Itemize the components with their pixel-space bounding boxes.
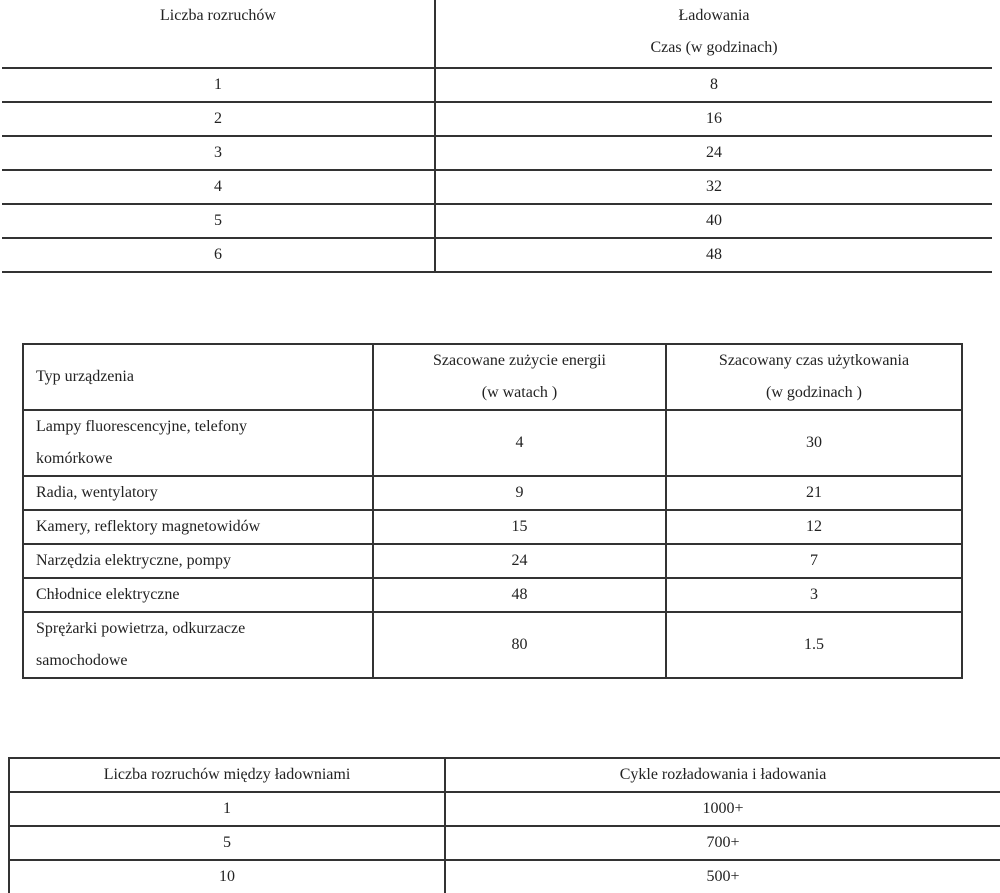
cell-hours: 1.5 — [666, 612, 962, 678]
table-header-row — [9, 758, 1000, 792]
charging-time-table — [2, 0, 992, 273]
table-row — [2, 238, 992, 272]
header-starts-between-charges: Liczba rozruchów między ładowniami — [9, 758, 445, 792]
cell-device-type: Lampy fluorescencyjne, telefony komórkowe — [23, 410, 373, 476]
cell-device-type: Chłodnice elektryczne — [23, 578, 373, 612]
cell-device-type: Radia, wentylatory — [23, 476, 373, 510]
table-row — [2, 204, 992, 238]
device-usage-table — [22, 343, 963, 679]
table-row — [23, 410, 962, 476]
table-row — [23, 476, 962, 510]
header-energy: Szacowane zużycie energii (w watach ) — [373, 344, 666, 410]
cell-device-type: Kamery, reflektory magnetowidów — [23, 510, 373, 544]
cell-starts: 5 — [9, 826, 445, 860]
cell-watts: 9 — [373, 476, 666, 510]
cell-hours: 30 — [666, 410, 962, 476]
cell-watts: 48 — [373, 578, 666, 612]
header-usage-time: Szacowany czas użytkowania (w godzinach ) — [666, 344, 962, 410]
table-row — [2, 68, 992, 102]
cell-watts: 15 — [373, 510, 666, 544]
cell-starts: 1 — [9, 792, 445, 826]
cell-device-type: Sprężarki powietrza, odkurzacze samochodowe — [23, 612, 373, 678]
header-device-type: Typ urządzenia — [23, 344, 373, 410]
cell-hours: 7 — [666, 544, 962, 578]
cell-hours: 32 — [435, 170, 992, 204]
cell-starts: 5 — [2, 204, 435, 238]
cell-cycles: 500+ — [445, 860, 1000, 893]
cell-hours: 8 — [435, 68, 992, 102]
cell-hours: 24 — [435, 136, 992, 170]
cell-starts: 10 — [9, 860, 445, 893]
table-row — [9, 792, 1000, 826]
cycles-table — [8, 757, 1000, 893]
cell-watts: 4 — [373, 410, 666, 476]
table-row — [23, 612, 962, 678]
cell-hours: 21 — [666, 476, 962, 510]
cell-watts: 80 — [373, 612, 666, 678]
table-row — [2, 170, 992, 204]
table-row — [9, 826, 1000, 860]
cell-hours: 12 — [666, 510, 962, 544]
cell-starts: 1 — [2, 68, 435, 102]
cell-device-type: Narzędzia elektryczne, pompy — [23, 544, 373, 578]
table-row — [2, 102, 992, 136]
cell-hours: 16 — [435, 102, 992, 136]
cell-cycles: 700+ — [445, 826, 1000, 860]
table-header-row — [23, 344, 962, 410]
cell-watts: 24 — [373, 544, 666, 578]
table-row — [9, 860, 1000, 893]
table-row — [23, 578, 962, 612]
cell-hours: 48 — [435, 238, 992, 272]
cell-hours: 40 — [435, 204, 992, 238]
header-cycles: Cykle rozładowania i ładowania — [445, 758, 1000, 792]
table-row — [23, 510, 962, 544]
header-charging-time: Ładowania Czas (w godzinach) — [435, 0, 992, 68]
table-row — [23, 544, 962, 578]
table-row — [2, 136, 992, 170]
cell-starts: 6 — [2, 238, 435, 272]
cell-hours: 3 — [666, 578, 962, 612]
cell-starts: 4 — [2, 170, 435, 204]
cell-cycles: 1000+ — [445, 792, 1000, 826]
header-starts: Liczba rozruchów — [2, 0, 435, 68]
cell-starts: 2 — [2, 102, 435, 136]
table-header-row — [2, 0, 992, 68]
cell-starts: 3 — [2, 136, 435, 170]
